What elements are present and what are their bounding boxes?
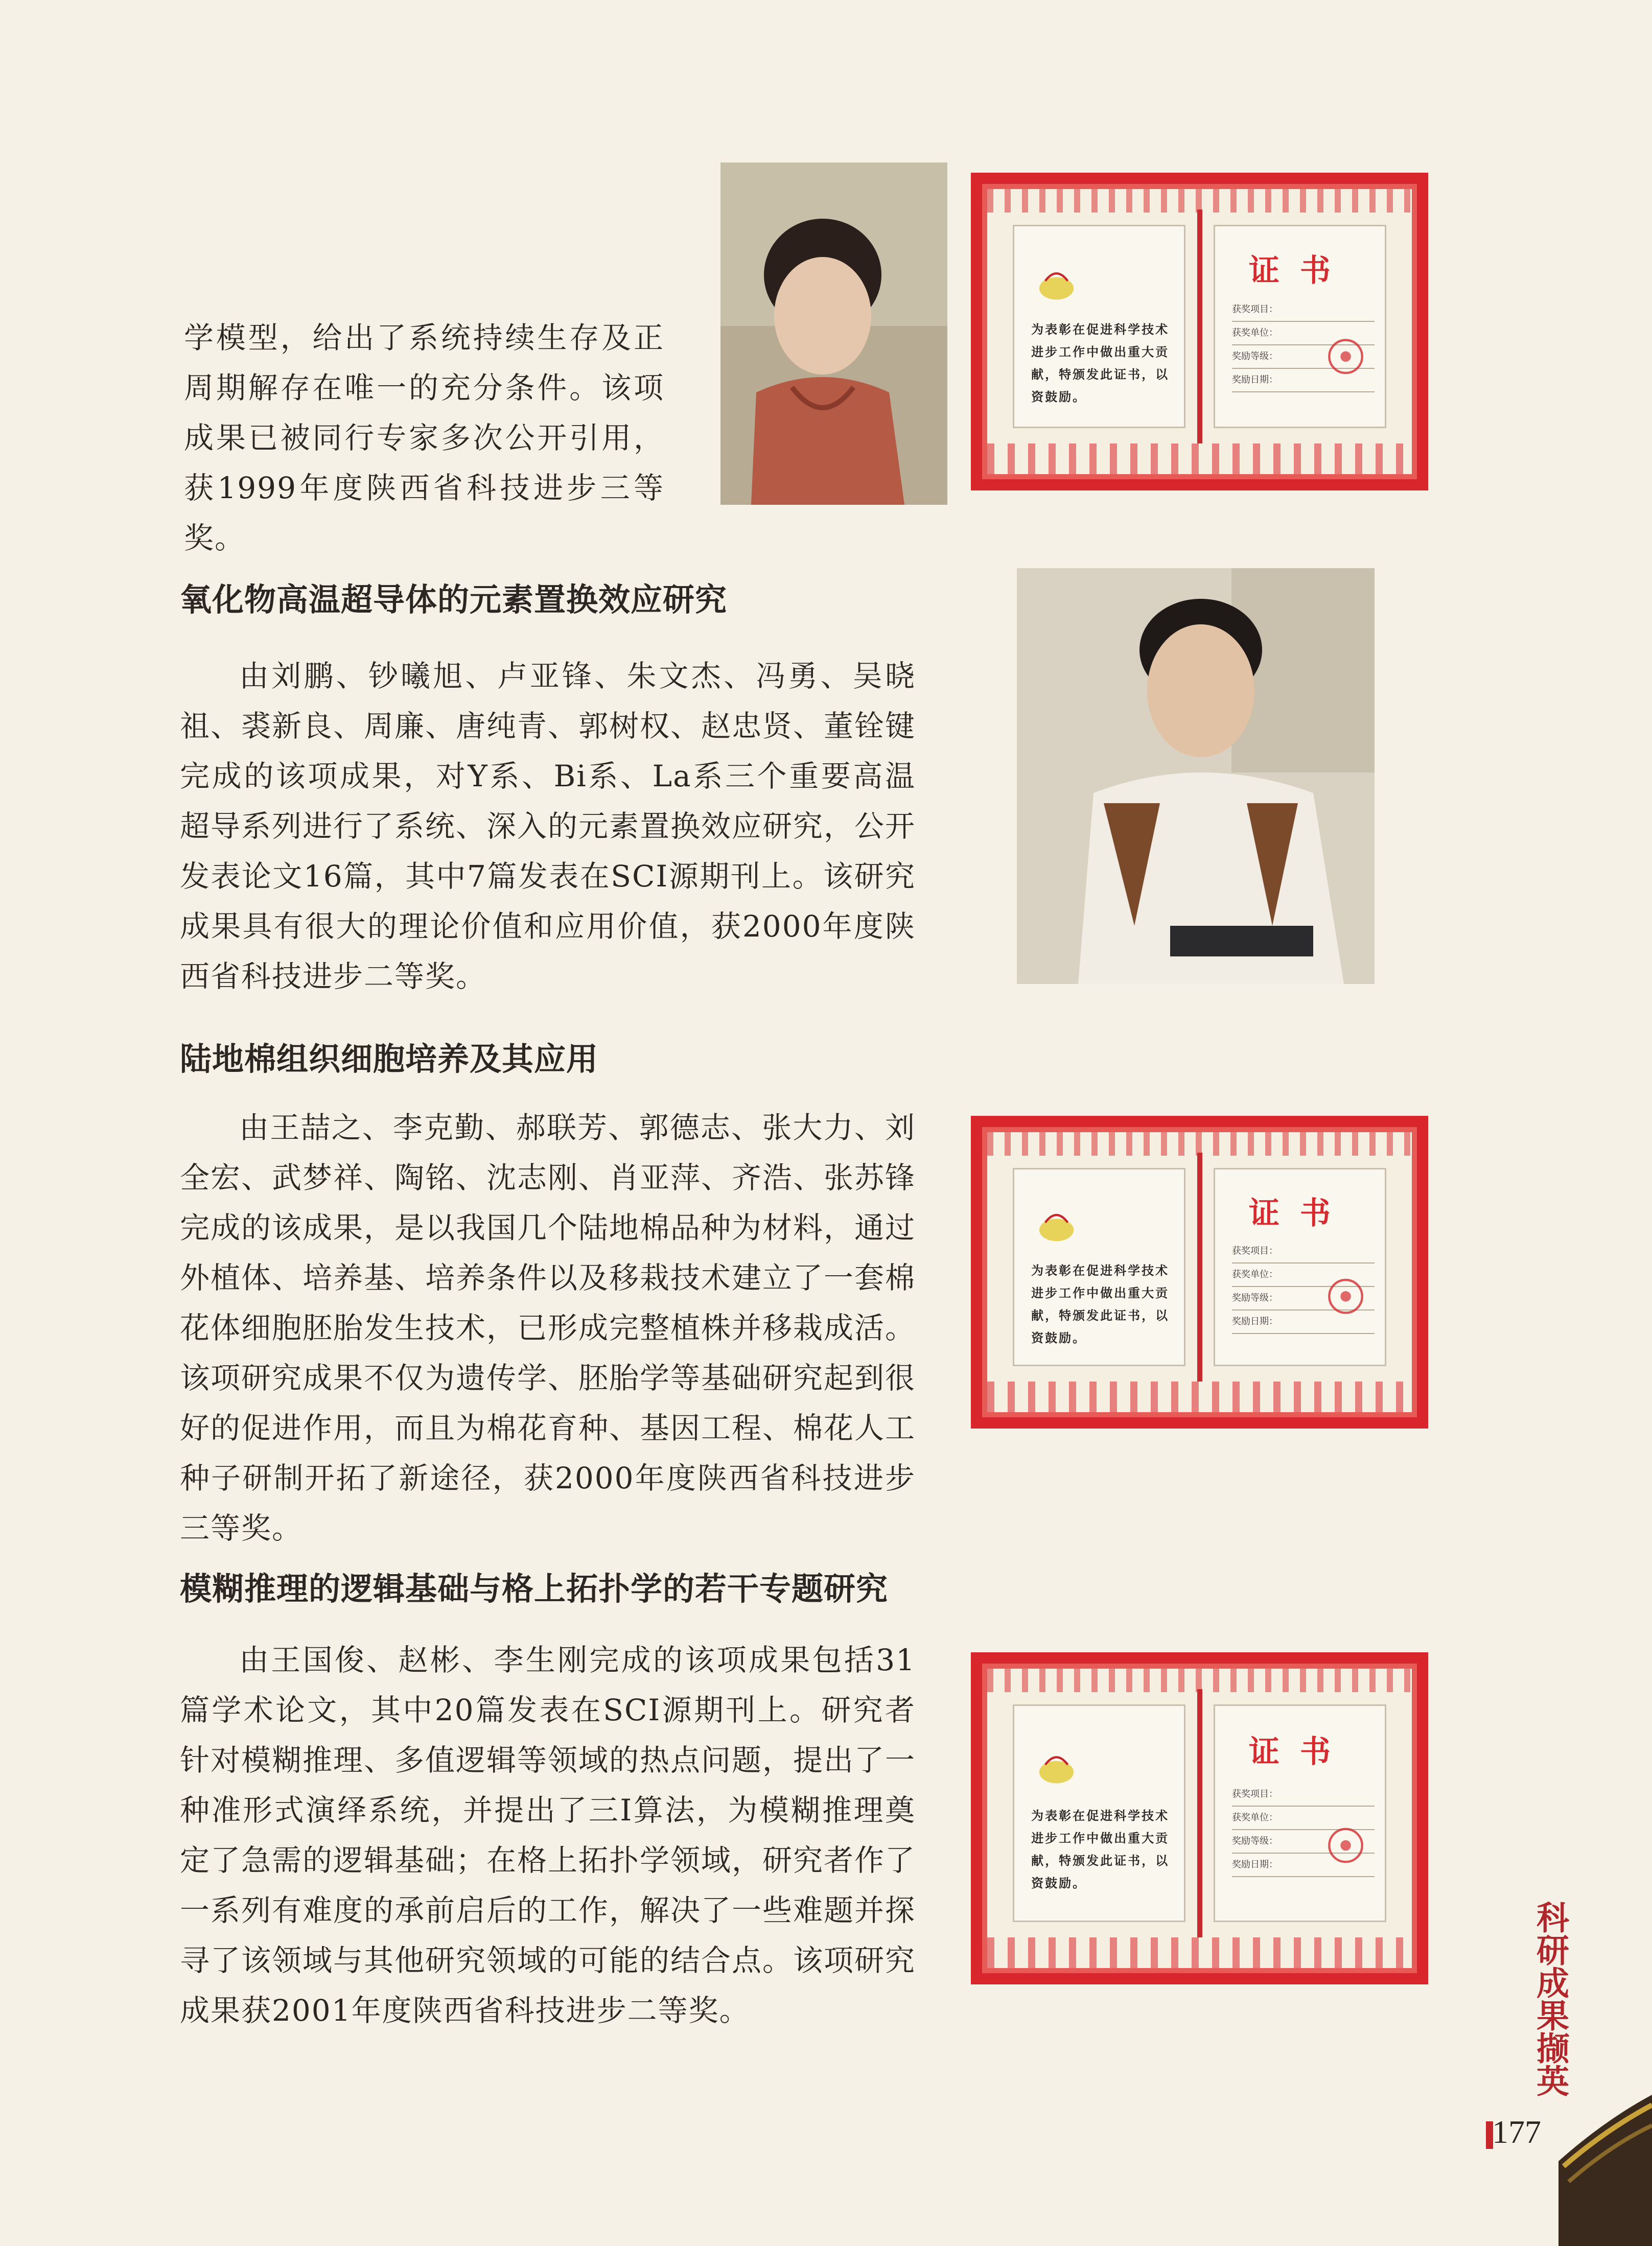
cert-field: 获奖单位：: [1232, 1264, 1375, 1287]
section-title: 模糊推理的逻辑基础与格上拓扑学的若干专题研究: [180, 1570, 889, 1607]
section-title: 陆地棉组织细胞培养及其应用: [180, 1040, 599, 1078]
certificate-citation: 为表彰在促进科学技术进步工作中做出重大贡献，特颁发此证书，以资鼓励。: [1031, 1808, 1170, 1891]
award-emblem-icon: [1038, 1745, 1075, 1792]
certificate-citation: 为表彰在促进科学技术进步工作中做出重大贡献，特颁发此证书，以资鼓励。: [1031, 322, 1170, 405]
certificate-citation: 为表彰在促进科学技术进步工作中做出重大贡献，特颁发此证书，以资鼓励。: [1031, 1262, 1170, 1345]
cert-field: 奖励日期：: [1232, 369, 1375, 392]
cert-field: 获奖单位：: [1232, 1807, 1375, 1830]
red-seal-icon: [1327, 326, 1364, 387]
red-seal-icon: [1327, 1813, 1364, 1878]
certificate-right-page: [1214, 1168, 1386, 1366]
award-certificate-2: [971, 1116, 1428, 1429]
cert-field: 奖励日期：: [1232, 1311, 1375, 1334]
award-certificate-1: [971, 173, 1428, 490]
cert-field: 奖励等级：: [1232, 345, 1375, 369]
cert-field: 获奖项目：: [1232, 1783, 1375, 1807]
certificate-spine: [1197, 1689, 1202, 1937]
certificate-right-page: [1214, 1704, 1386, 1922]
certificate-left-page: [1013, 1704, 1185, 1922]
award-emblem-icon: [1038, 1205, 1075, 1248]
red-seal-icon: [1327, 1267, 1364, 1326]
portrait-photo-man: [1017, 568, 1375, 984]
award-emblem-icon: [1038, 263, 1075, 307]
section-body: 由王国俊、赵彬、李生刚完成的该项成果包括31篇学术论文，其中20篇发表在SCI源期刊上。研究者针对模糊推理、多值逻辑等领域的热点问题，提出了一种准形式演绎系统，并提出了三I算法，为模糊推理奠定了急需的逻辑基础；在格上拓扑学领域，研究者作了一系列有难度的承前启后的工作，解决了一些难题并探寻了该领域与其他研究领域的可能的结合点。该项研究成果获2001年度陕西省科技进步二等奖。: [180, 1643, 916, 2028]
cert-field: 获奖项目：: [1232, 298, 1375, 322]
certificate-title: 证书: [1248, 253, 1351, 289]
roof-eave-decoration-icon: [1558, 2090, 1652, 2246]
certificate-spine: [1197, 209, 1202, 443]
cert-field: 获奖项目：: [1232, 1240, 1375, 1264]
certificate-title: 证书: [1248, 1734, 1351, 1770]
section-body: 由王喆之、李克勤、郝联芳、郭德志、张大力、刘全宏、武梦祥、陶铭、沈志刚、肖亚萍、齐浩、张苏锋完成的该成果，是以我国几个陆地棉品种为材料，通过外植体、培养基、培养条件以及移栽技术建立了一套棉花体细胞胚胎发生技术，已形成完整植株并移栽成活。该项研究成果不仅为遗传学、胚胎学等基础研究起到很好的促进作用，而且为棉花育种、基因工程、棉花人工种子研制开拓了新途径，获2000年度陕西省科技进步三等奖。: [180, 1110, 916, 1546]
certificate-right-page: [1214, 225, 1386, 428]
cert-field: 奖励日期：: [1232, 1854, 1375, 1877]
cert-field: 获奖单位：: [1232, 322, 1375, 345]
award-certificate-3: [971, 1652, 1428, 1984]
section-body: 由刘鹏、钞曦旭、卢亚锋、朱文杰、冯勇、吴晓祖、裘新良、周廉、唐纯青、郭树权、赵忠贤、董铨键完成的该项成果，对Y系、Bi系、La系三个重要高温超导系列进行了系统、深入的元素置换效应研究，公开发表论文16篇，其中7篇发表在SCI源期刊上。该研究成果具有很大的理论价值和应用价值，获2000年度陕西省科技进步二等奖。: [180, 659, 916, 994]
page-number: 177: [1492, 2114, 1541, 2150]
section-title: 氧化物高温超导体的元素置换效应研究: [180, 581, 728, 618]
certificate-title: 证书: [1248, 1196, 1351, 1232]
portrait-photo-woman: [720, 162, 947, 505]
certificate-left-page: [1013, 1168, 1185, 1366]
cert-field: 奖励等级：: [1232, 1830, 1375, 1854]
certificate-left-page: [1013, 225, 1185, 428]
certificate-spine: [1197, 1153, 1202, 1382]
cert-field: 奖励等级：: [1232, 1287, 1375, 1311]
section-side-title: 科研成果撷英: [1531, 1901, 1569, 2097]
continuation-paragraph: 学模型，给出了系统持续生存及正周期解存在唯一的充分条件。该项成果已被同行专家多次公开引用，获1999年度陕西省科技进步三等奖。: [184, 320, 664, 555]
